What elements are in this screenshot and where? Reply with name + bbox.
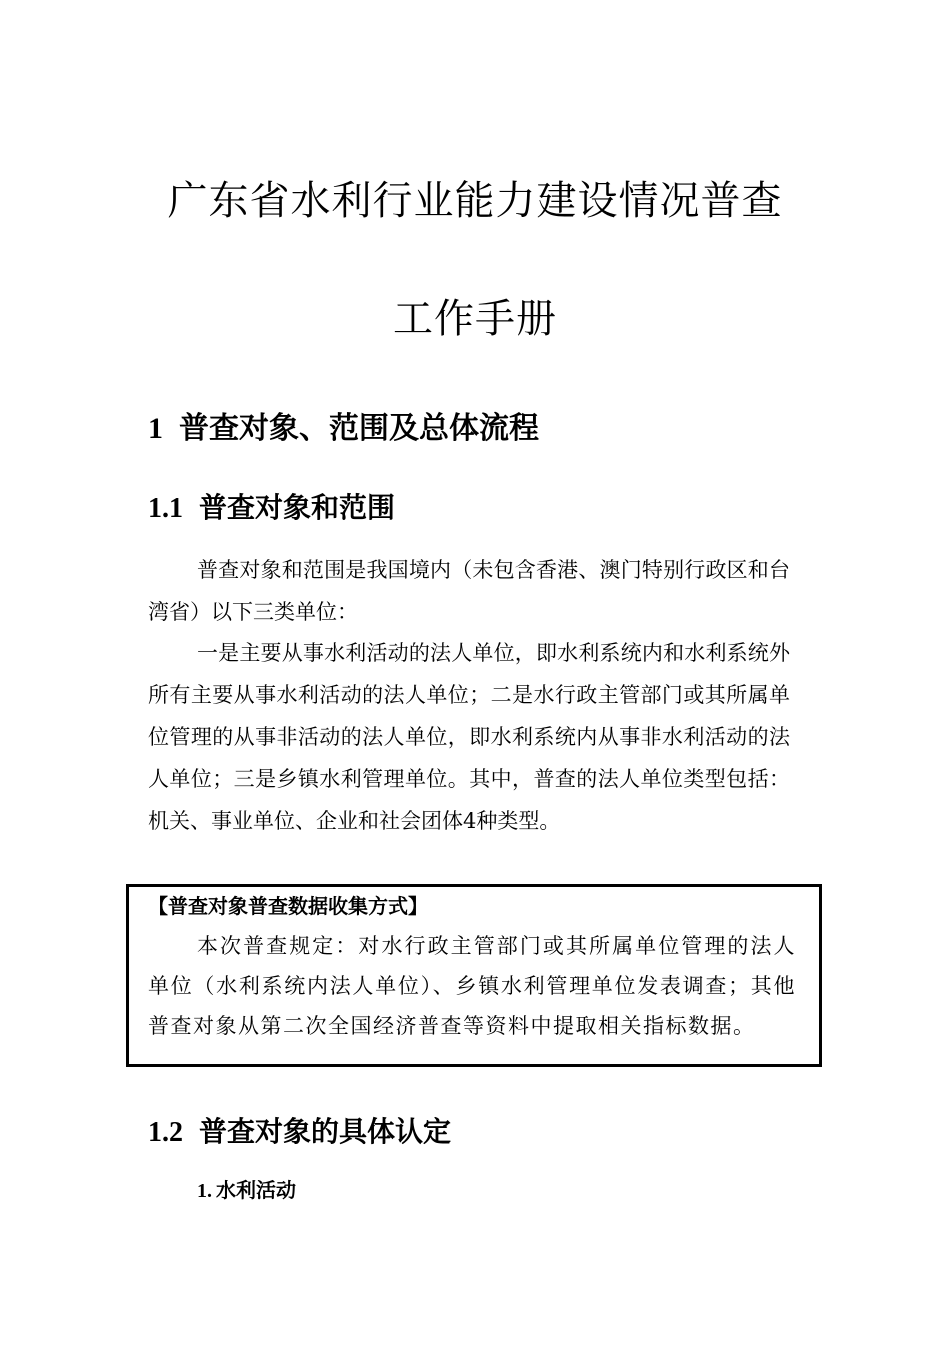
section-1-heading [148,404,539,454]
section-1-number: 1 [148,412,163,445]
section-1-title: 普查对象、范围及总体流程 [179,411,539,446]
note-body: 本次普查规定：对水行政主管部门或其所属单位管理的法人单位（水利系统内法人单位）、乡镇水利管理单位发表调查；其他普查对象从第二次全国经济普查等资料中提取相关指标数据。 [148,934,796,1038]
item-1-title: 水利活动 [216,1178,296,1202]
item-1-number: 1. [197,1180,212,1202]
section-1-1-title: 普查对象和范围 [199,491,396,524]
section-1-1-heading [148,486,395,531]
paragraph-scope-intro: 普查对象和范围是我国境内（未包含香港、澳门特别行政区和台湾省）以下三类单位： [148,558,790,624]
note-title: 【普查对象普查数据收集方式】 [148,894,428,918]
section-1-2-number: 1.2 [148,1117,183,1148]
section-1-2-heading [148,1110,451,1155]
section-1-1-number: 1.1 [148,493,183,524]
document-title-line-2: 工作手册 [393,296,557,342]
document-title-line-1: 广东省水利行业能力建设情况普查 [167,178,783,224]
section-1-2-title: 普查对象的具体认定 [199,1115,452,1148]
paragraph-unit-types: 一是主要从事水利活动的法人单位，即水利系统内和水利系统外所有主要从事水利活动的法人单位；二是水行政主管部门或其所属单位管理的从事非活动的法人单位，即水利系统内从事非水利活动的法人单位；三是乡镇水利管理单位。其中，普查的法人单位类型包括：机关、事业单位、企业和社会团体4种类型。 [148,641,790,833]
item-1-heading [197,1172,296,1209]
